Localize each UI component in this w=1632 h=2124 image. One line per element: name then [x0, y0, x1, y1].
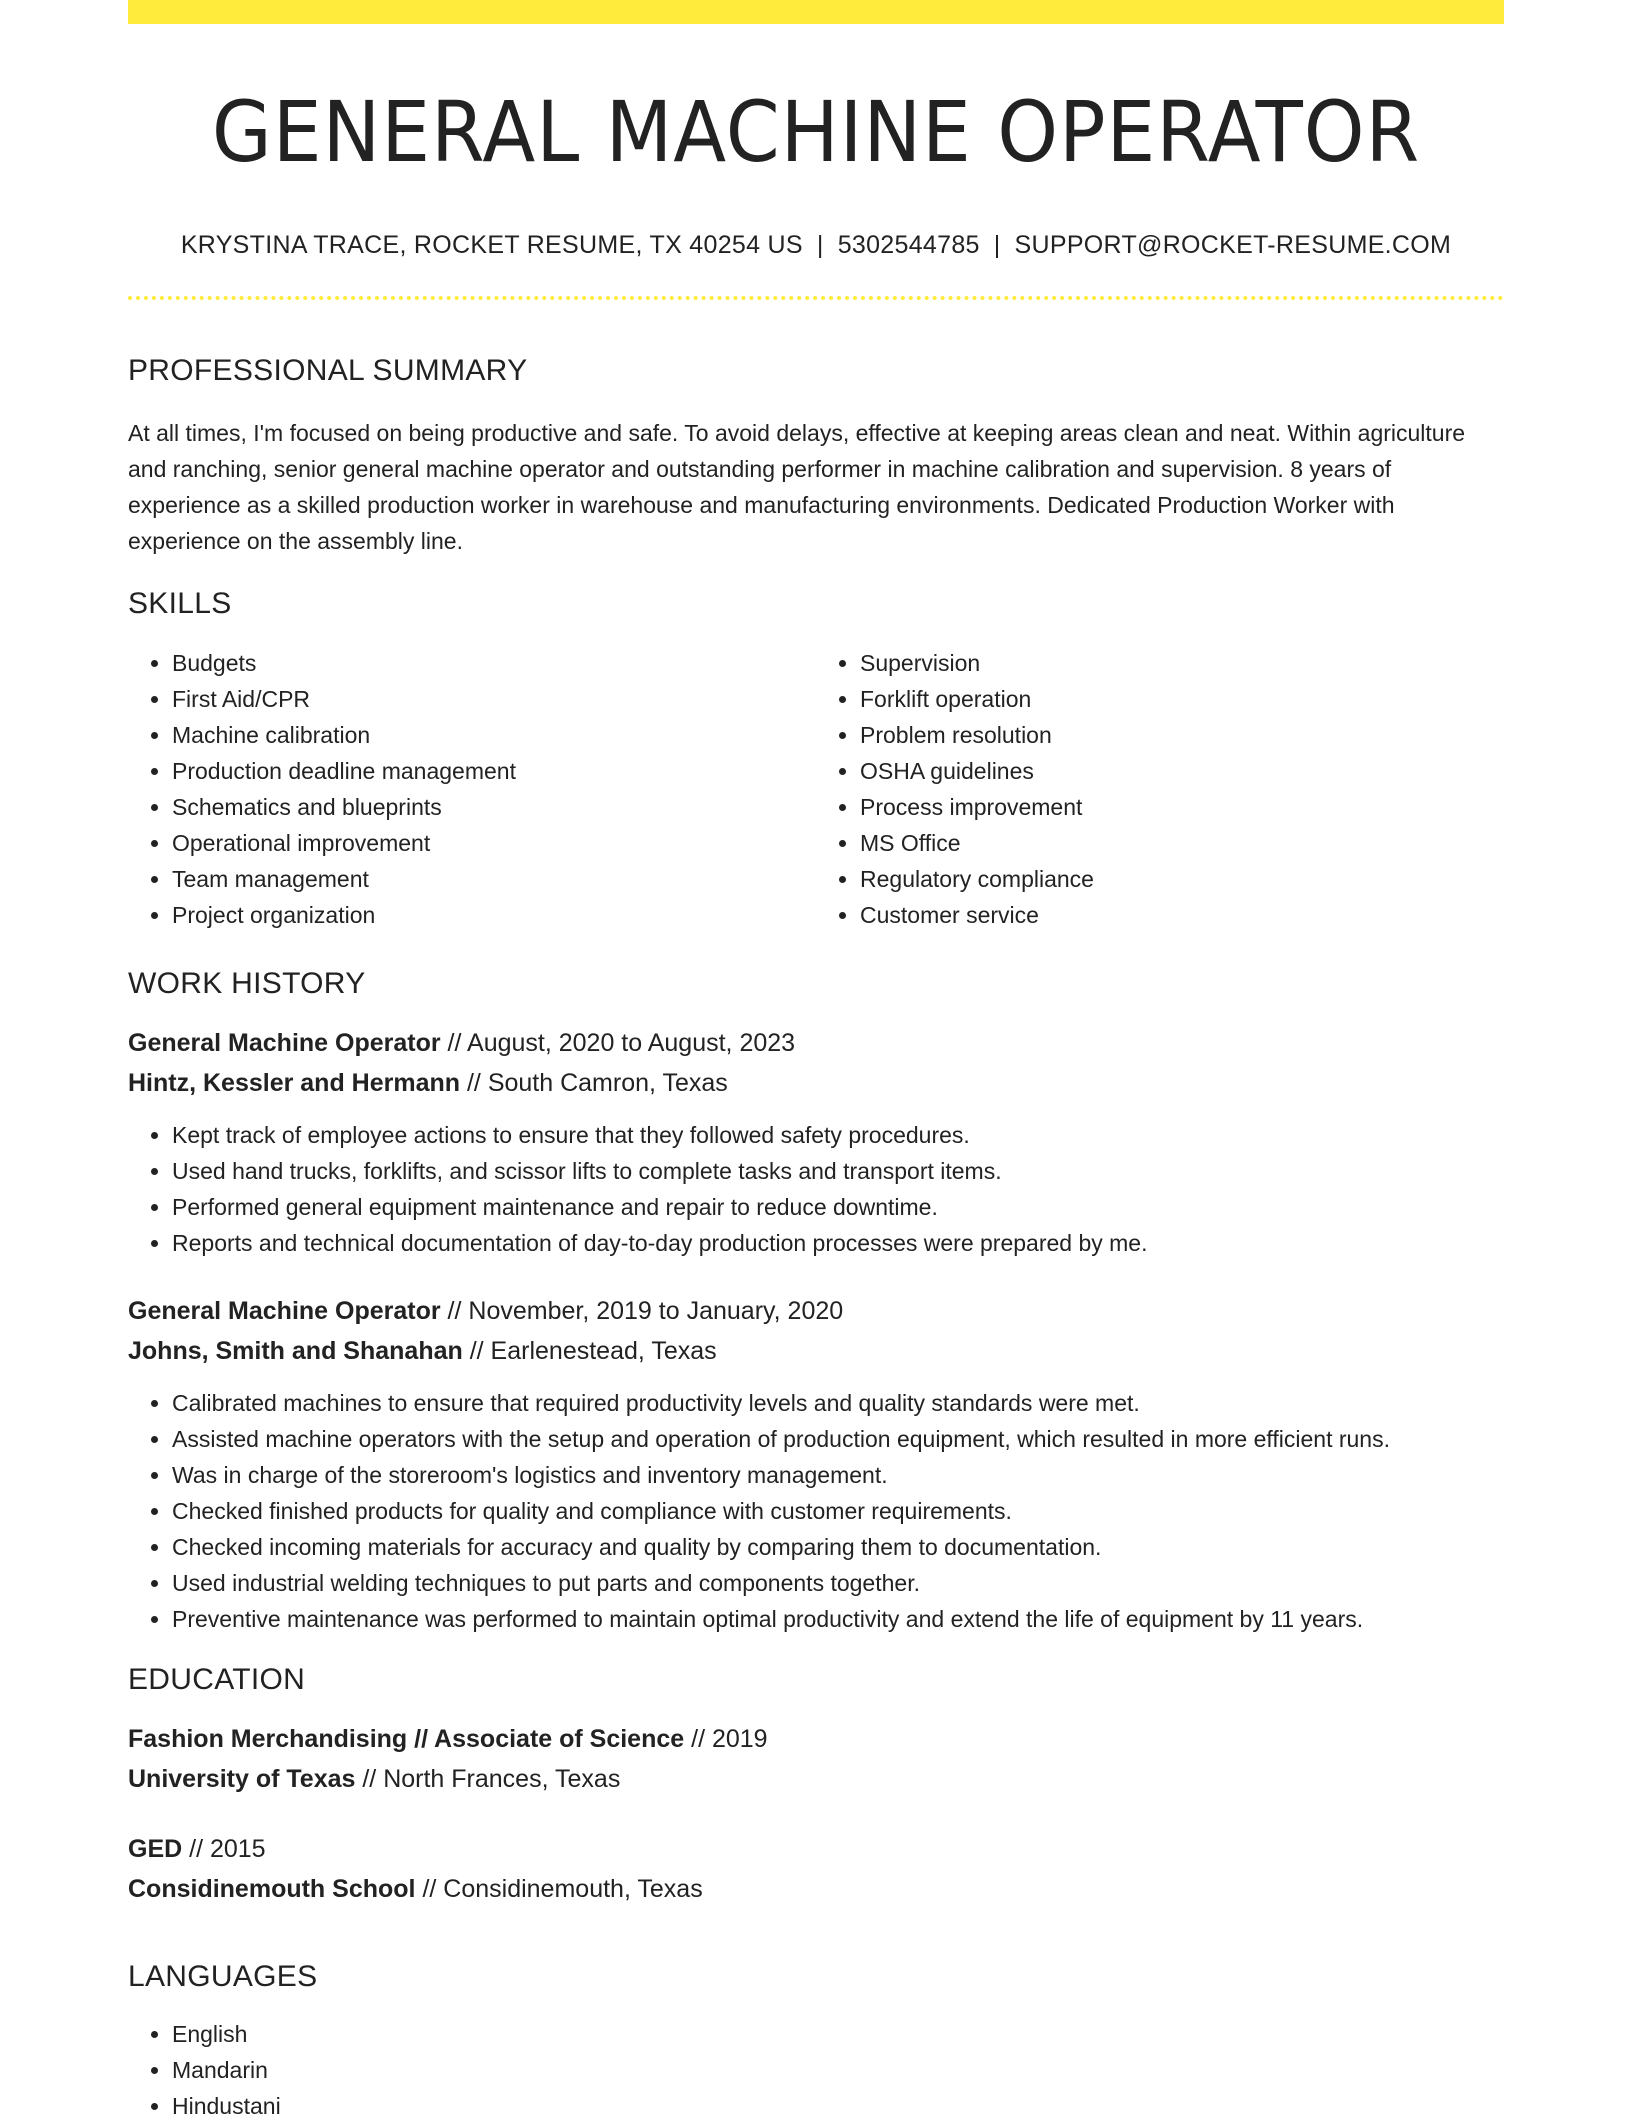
resume-title: GENERAL MACHINE OPERATOR	[211, 83, 1421, 181]
list-item: • Checked incoming materials for accuracy and quality by comparing them to documentation.	[172, 1529, 1504, 1565]
list-item: • Was in charge of the storeroom's logistics and inventory management.	[172, 1457, 1504, 1493]
list-item: • Production deadline management	[172, 753, 816, 789]
accent-top-bar	[128, 0, 1504, 24]
school-line	[128, 1869, 1504, 1909]
section-heading-languages: LANGUAGES	[128, 1960, 318, 1993]
job-title-line	[128, 1291, 1504, 1331]
work-history-section	[128, 967, 1504, 1637]
job-bullets	[128, 1385, 1504, 1637]
job-bullets	[128, 1117, 1504, 1261]
list-item: • Forklift operation	[860, 681, 1504, 717]
list-item: • Performed general equipment maintenance and repair to reduce downtime.	[172, 1189, 1504, 1225]
resume-page	[128, 0, 1504, 2119]
list-item: • MS Office	[860, 825, 1504, 861]
section-heading-work-history: WORK HISTORY	[128, 967, 366, 1000]
school-location: // Considinemouth, Texas	[415, 1875, 703, 1903]
list-item: • Customer service	[860, 897, 1504, 933]
job-company-line	[128, 1331, 1504, 1371]
contact-phone: 5302544785	[837, 231, 980, 259]
list-item: • First Aid/CPR	[172, 681, 816, 717]
summary-section	[128, 354, 1504, 559]
job-company-line	[128, 1063, 1504, 1103]
job-company: Johns, Smith and Shanahan	[128, 1337, 463, 1365]
list-item: • Calibrated machines to ensure that required productivity levels and quality standards were met.	[172, 1385, 1504, 1421]
list-item: • Preventive maintenance was performed to maintain optimal productivity and extend the life of equipment by 11 years.	[172, 1601, 1504, 1637]
list-item: • Project organization	[172, 897, 816, 933]
list-item: • Used industrial welding techniques to put parts and components together.	[172, 1565, 1504, 1601]
degree-line	[128, 1719, 1504, 1759]
degree-year: // 2015	[182, 1835, 266, 1863]
skills-list-right	[816, 645, 1504, 933]
skills-section	[128, 587, 1504, 933]
job-location: // South Camron, Texas	[460, 1069, 728, 1097]
school: University of Texas	[128, 1765, 356, 1793]
list-item: • Supervision	[860, 645, 1504, 681]
list-item: • Kept track of employee actions to ensure that they followed safety procedures.	[172, 1117, 1504, 1153]
dotted-divider	[128, 296, 1504, 300]
contact-address: KRYSTINA TRACE, ROCKET RESUME, TX 40254 US	[180, 231, 803, 259]
list-item: • Schematics and blueprints	[172, 789, 816, 825]
job-title: General Machine Operator	[128, 1029, 441, 1057]
summary-text: At all times, I'm focused on being productive and safe. To avoid delays, effective at keeping areas clean and neat. Within agriculture and ranching, senior general machine operator and outstanding performer in machine calibration and supervision. 8 years of experience as a skilled production worker in warehouse and manufacturing environments. Dedicated Production Worker with experience on the assembly line.	[128, 420, 1466, 554]
contact-email: SUPPORT@ROCKET-RESUME.COM	[1014, 231, 1452, 259]
list-item: • Reports and technical documentation of day-to-day production processes were prepared by me.	[172, 1225, 1504, 1261]
list-item: • Checked finished products for quality and compliance with customer requirements.	[172, 1493, 1504, 1529]
skills-list-left	[128, 645, 816, 933]
degree: GED	[128, 1835, 183, 1863]
list-item: • Operational improvement	[172, 825, 816, 861]
contact-separator: |	[816, 231, 824, 259]
list-item: • Machine calibration	[172, 717, 816, 753]
job-location: // Earlenestead, Texas	[462, 1337, 717, 1365]
skills-columns	[128, 645, 1504, 933]
degree-year: // 2019	[684, 1725, 768, 1753]
school-location: // North Frances, Texas	[355, 1765, 621, 1793]
section-heading-summary: PROFESSIONAL SUMMARY	[128, 354, 528, 387]
education-section	[128, 1663, 1504, 1909]
contact-line	[128, 228, 1504, 262]
languages-section	[128, 1960, 1504, 2124]
job-entry	[128, 1291, 1504, 1637]
list-item: • OSHA guidelines	[860, 753, 1504, 789]
list-item: • Process improvement	[860, 789, 1504, 825]
section-heading-education: EDUCATION	[128, 1663, 306, 1696]
job-title: General Machine Operator	[128, 1297, 441, 1325]
list-item: • Used hand trucks, forklifts, and scissor lifts to complete tasks and transport items.	[172, 1153, 1504, 1189]
list-item: • Team management	[172, 861, 816, 897]
job-company: Hintz, Kessler and Hermann	[128, 1069, 461, 1097]
list-item: • Regulatory compliance	[860, 861, 1504, 897]
section-heading-skills: SKILLS	[128, 587, 232, 620]
job-dates: // November, 2019 to January, 2020	[440, 1297, 844, 1325]
list-item: • Budgets	[172, 645, 816, 681]
list-item: • Problem resolution	[860, 717, 1504, 753]
education-entry	[128, 1829, 1504, 1909]
job-entry	[128, 1023, 1504, 1261]
job-title-line	[128, 1023, 1504, 1063]
contact-separator: |	[993, 231, 1001, 259]
list-item: • English	[172, 2016, 1504, 2052]
school-line	[128, 1759, 1504, 1799]
list-item: • Hindustani	[172, 2088, 1504, 2124]
job-dates: // August, 2020 to August, 2023	[440, 1029, 796, 1057]
degree: Fashion Merchandising // Associate of Science	[128, 1725, 685, 1753]
languages-list	[128, 2016, 1504, 2124]
list-item: • Mandarin	[172, 2052, 1504, 2088]
degree-line	[128, 1829, 1504, 1869]
list-item: • Assisted machine operators with the setup and operation of production equipment, which resulted in more efficient runs.	[172, 1421, 1504, 1457]
school: Considinemouth School	[128, 1875, 416, 1903]
education-entry	[128, 1719, 1504, 1799]
